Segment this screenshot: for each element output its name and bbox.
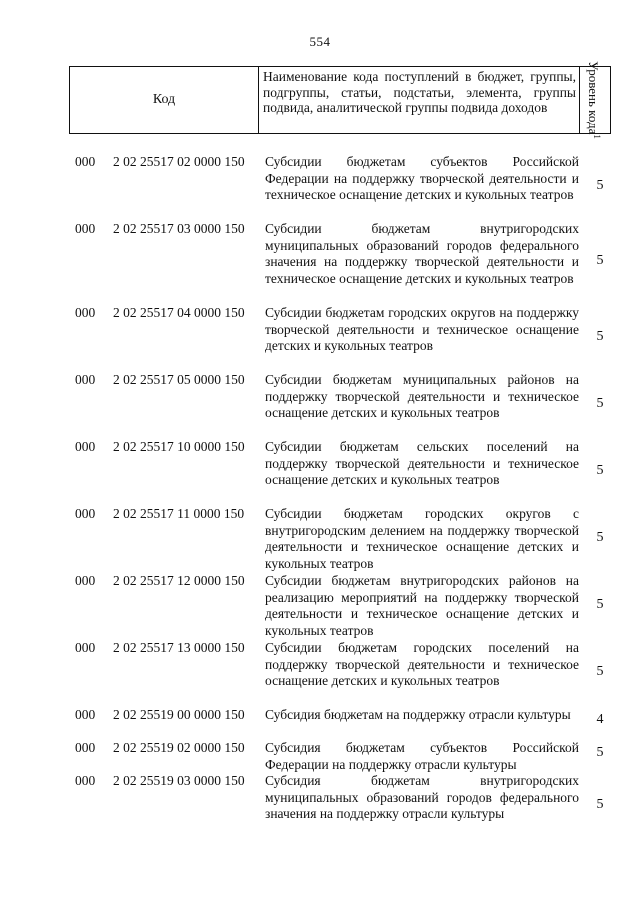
code-level: 5: [596, 797, 604, 812]
admin-code: 000: [75, 573, 96, 588]
header-level-label: Уровень кода: [585, 61, 601, 135]
income-description: Субсидии бюджетам внутригородских муниципальных образований городов федерального значения на поддержку творческой деятельности и техническое оснащение детских и кукольных театров: [265, 221, 579, 286]
header-level-text: [587, 61, 603, 139]
code-level: 5: [596, 597, 604, 612]
income-code: 2 02 25517 10 0000 150: [113, 439, 245, 454]
income-code: 2 02 25519 00 0000 150: [113, 707, 245, 722]
income-code: 2 02 25517 12 0000 150: [113, 573, 245, 588]
income-code: 2 02 25519 03 0000 150: [113, 773, 245, 788]
income-description: Субсидии бюджетам субъектов Российской Федерации на поддержку творческой деятельности и техническое оснащение детских и кукольных театров: [265, 154, 579, 202]
admin-code: 000: [75, 221, 96, 236]
admin-code: 000: [75, 506, 96, 521]
header-name: Наименование кода поступлений в бюджет, группы, подгруппы, статьи, подстатьи, элемента, группы подвида, аналитической группы подвида доходов: [259, 67, 580, 133]
admin-code: 000: [75, 439, 96, 454]
income-code: 2 02 25517 02 0000 150: [113, 154, 245, 169]
income-description: Субсидии бюджетам городских округов на поддержку творческой деятельности и техническое оснащение детских и кукольных театров: [265, 305, 579, 353]
code-level: 5: [596, 253, 604, 268]
income-code: 2 02 25517 11 0000 150: [113, 506, 245, 521]
income-description: Субсидия бюджетам субъектов Российской Федерации на поддержку отрасли культуры: [265, 740, 579, 772]
table-header: [69, 61, 611, 139]
income-description: Субсидии бюджетам городских округов с внутригородским делением на поддержку творческой деятельности и техническое оснащение детских и кукольных театров: [265, 506, 579, 571]
code-level: 5: [596, 396, 604, 411]
income-description: Субсидии бюджетам муниципальных районов на поддержку творческой деятельности и техническое оснащение детских и кукольных театров: [265, 372, 579, 420]
income-code: 2 02 25517 05 0000 150: [113, 372, 245, 387]
code-level: 5: [596, 745, 604, 760]
income-description: Субсидии бюджетам городских поселений на поддержку творческой деятельности и техническое оснащение детских и кукольных театров: [265, 640, 579, 688]
code-level: 5: [596, 178, 604, 193]
income-code: 2 02 25517 04 0000 150: [113, 305, 245, 320]
header-level: [580, 61, 610, 139]
admin-code: 000: [75, 305, 96, 320]
admin-code: 000: [75, 640, 96, 655]
income-description: Субсидия бюджетам на поддержку отрасли культуры: [265, 707, 571, 722]
admin-code: 000: [75, 707, 96, 722]
income-code: 2 02 25517 03 0000 150: [113, 221, 245, 236]
code-level: 5: [596, 329, 604, 344]
header-level-footnote: 1: [592, 134, 603, 139]
admin-code: 000: [75, 773, 96, 788]
admin-code: 000: [75, 740, 96, 755]
income-code: 2 02 25519 02 0000 150: [113, 740, 245, 755]
code-level: 5: [596, 463, 604, 478]
code-level: 5: [596, 530, 604, 545]
income-code: 2 02 25517 13 0000 150: [113, 640, 245, 655]
income-description: Субсидии бюджетам внутригородских районов на реализацию мероприятий на поддержку творческой деятельности и техническое оснащение детских и кукольных театров: [265, 573, 579, 638]
income-description: Субсидия бюджетам внутригородских муниципальных образований городов федерального значения на поддержку отрасли культуры: [265, 773, 579, 821]
admin-code: 000: [75, 154, 96, 169]
income-description: Субсидии бюджетам сельских поселений на поддержку творческой деятельности и техническое оснащение детских и кукольных театров: [265, 439, 579, 487]
code-level: 5: [596, 664, 604, 679]
page-number: 554: [309, 34, 331, 49]
code-level: 4: [596, 712, 604, 727]
admin-code: 000: [75, 372, 96, 387]
header-code: Код: [70, 67, 259, 133]
